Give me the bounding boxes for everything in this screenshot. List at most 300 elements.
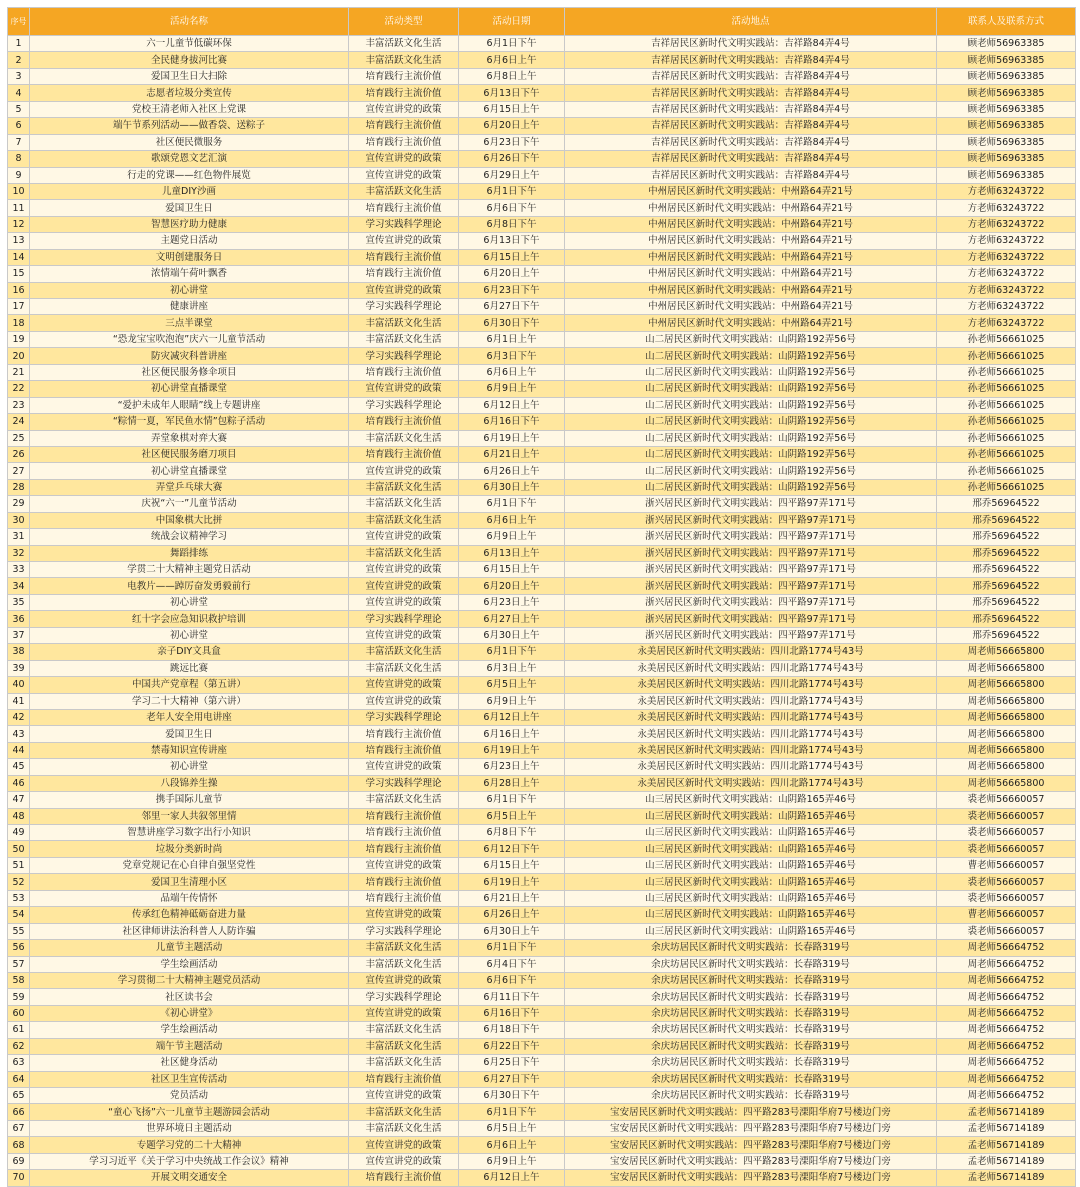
row-activity-name: 八段锦养生操 [30,775,349,791]
row-activity-location: 余庆坊居民区新时代文明实践站：长春路319号 [565,1088,937,1104]
row-contact: 裘老师56660057 [937,808,1076,824]
row-activity-date: 6月8日上午 [459,68,565,84]
row-serial: 11 [8,200,30,216]
row-activity-location: 永美居民区新时代文明实践站：四川北路1774号43号 [565,693,937,709]
row-activity-type: 培育践行主流价值 [349,68,459,84]
row-serial: 55 [8,923,30,939]
row-activity-location: 余庆坊居民区新时代文明实践站：长春路319号 [565,972,937,988]
row-activity-type: 丰富活跃文化生活 [349,331,459,347]
table-row [8,940,1076,956]
row-serial: 64 [8,1071,30,1087]
table-row [8,479,1076,495]
row-activity-date: 6月16日下午 [459,414,565,430]
row-contact: 周老师56664752 [937,940,1076,956]
row-activity-location: 中州居民区新时代文明实践站：中州路64弄21号 [565,299,937,315]
row-activity-name: “爱护未成年人眼睛”线上专题讲座 [30,397,349,413]
row-activity-type: 培育践行主流价值 [349,200,459,216]
row-activity-type: 培育践行主流价值 [349,249,459,265]
row-serial: 23 [8,397,30,413]
row-activity-date: 6月9日上午 [459,1153,565,1169]
row-activity-type: 丰富活跃文化生活 [349,1038,459,1054]
row-activity-date: 6月30日下午 [459,315,565,331]
row-activity-date: 6月15日上午 [459,562,565,578]
row-serial: 59 [8,989,30,1005]
row-activity-date: 6月13日下午 [459,85,565,101]
row-activity-location: 山三居民区新时代文明实践站：山阴路165弄46号 [565,874,937,890]
row-serial: 21 [8,364,30,380]
row-activity-date: 6月21日上午 [459,446,565,462]
row-serial: 46 [8,775,30,791]
row-activity-date: 6月26日上午 [459,463,565,479]
table-row [8,397,1076,413]
row-activity-location: 吉祥居民区新时代文明实践站：吉祥路84弄4号 [565,52,937,68]
row-activity-type: 丰富活跃文化生活 [349,496,459,512]
row-activity-name: 文明创建服务日 [30,249,349,265]
row-serial: 60 [8,1005,30,1021]
table-row [8,36,1076,52]
row-activity-location: 余庆坊居民区新时代文明实践站：长春路319号 [565,1038,937,1054]
table-row [8,1120,1076,1136]
table-row [8,825,1076,841]
row-activity-location: 永美居民区新时代文明实践站：四川北路1774号43号 [565,660,937,676]
row-activity-location: 山三居民区新时代文明实践站：山阴路165弄46号 [565,907,937,923]
row-serial: 22 [8,381,30,397]
row-activity-name: 健康讲座 [30,299,349,315]
row-serial: 5 [8,101,30,117]
row-activity-name: 社区卫生宣传活动 [30,1071,349,1087]
row-activity-type: 培育践行主流价值 [349,446,459,462]
row-activity-name: 庆祝“六一”儿童节活动 [30,496,349,512]
row-contact: 邢乔56964522 [937,578,1076,594]
row-activity-name: 防灾减灾科普讲座 [30,348,349,364]
table-row [8,414,1076,430]
row-serial: 65 [8,1088,30,1104]
table-row [8,430,1076,446]
row-contact: 孙老师56661025 [937,430,1076,446]
row-serial: 66 [8,1104,30,1120]
row-activity-name: 歌颂党恩文艺汇演 [30,151,349,167]
table-row [8,660,1076,676]
row-activity-location: 浙兴居民区新时代文明实践站：四平路97弄171号 [565,545,937,561]
row-activity-date: 6月13日上午 [459,545,565,561]
row-activity-location: 宝安居民区新时代文明实践站：四平路283号溧阳华府7号楼边门旁 [565,1153,937,1169]
row-activity-location: 吉祥居民区新时代文明实践站：吉祥路84弄4号 [565,118,937,134]
row-activity-location: 浙兴居民区新时代文明实践站：四平路97弄171号 [565,627,937,643]
row-activity-name: 社区便民微服务 [30,134,349,150]
row-activity-location: 中州居民区新时代文明实践站：中州路64弄21号 [565,183,937,199]
row-activity-type: 学习实践科学理论 [349,989,459,1005]
row-activity-location: 永美居民区新时代文明实践站：四川北路1774号43号 [565,677,937,693]
row-activity-type: 丰富活跃文化生活 [349,545,459,561]
row-contact: 顾老师56963385 [937,68,1076,84]
row-activity-name: 学习贯彻二十大精神主题党员活动 [30,972,349,988]
row-activity-location: 山三居民区新时代文明实践站：山阴路165弄46号 [565,890,937,906]
row-activity-location: 中州居民区新时代文明实践站：中州路64弄21号 [565,282,937,298]
header-serial: 序号 [8,8,30,36]
row-activity-date: 6月5日上午 [459,677,565,693]
row-contact: 孙老师56661025 [937,397,1076,413]
row-activity-name: 儿童节主题活动 [30,940,349,956]
table-row [8,759,1076,775]
activity-schedule [7,7,1075,1187]
header-activity-location: 活动地点 [565,8,937,36]
row-activity-date: 6月29日上午 [459,167,565,183]
row-activity-date: 6月1日下午 [459,1104,565,1120]
row-contact: 孟老师56714189 [937,1137,1076,1153]
row-activity-location: 中州居民区新时代文明实践站：中州路64弄21号 [565,216,937,232]
row-activity-name: 志愿者垃圾分类宣传 [30,85,349,101]
table-row [8,594,1076,610]
header-contact: 联系人及联系方式 [937,8,1076,36]
row-activity-name: 端午节主题活动 [30,1038,349,1054]
table-row [8,331,1076,347]
row-activity-location: 余庆坊居民区新时代文明实践站：长春路319号 [565,989,937,1005]
row-contact: 曹老师56660057 [937,857,1076,873]
row-activity-date: 6月8日下午 [459,216,565,232]
row-activity-type: 丰富活跃文化生活 [349,940,459,956]
row-serial: 62 [8,1038,30,1054]
row-activity-name: 社区律师讲法治科普人人防诈骗 [30,923,349,939]
row-activity-date: 6月30日上午 [459,627,565,643]
row-activity-date: 6月16日下午 [459,1005,565,1021]
table-row [8,1088,1076,1104]
row-serial: 13 [8,233,30,249]
row-activity-date: 6月23日上午 [459,594,565,610]
table-row [8,841,1076,857]
table-row [8,167,1076,183]
row-activity-location: 中州居民区新时代文明实践站：中州路64弄21号 [565,233,937,249]
row-activity-name: 初心讲堂 [30,759,349,775]
row-activity-date: 6月9日上午 [459,381,565,397]
table-row [8,1055,1076,1071]
row-activity-name: 行走的党课——红色物件展览 [30,167,349,183]
table-row [8,1104,1076,1120]
row-activity-location: 山二居民区新时代文明实践站：山阴路192弄56号 [565,381,937,397]
table-row [8,249,1076,265]
row-activity-type: 丰富活跃文化生活 [349,430,459,446]
table-row [8,183,1076,199]
row-activity-type: 丰富活跃文化生活 [349,1104,459,1120]
row-contact: 方老师63243722 [937,299,1076,315]
row-contact: 孙老师56661025 [937,348,1076,364]
row-contact: 周老师56665800 [937,677,1076,693]
row-activity-location: 山二居民区新时代文明实践站：山阴路192弄56号 [565,397,937,413]
row-activity-name: 邻里一家人共叙邻里情 [30,808,349,824]
row-activity-type: 宣传宣讲党的政策 [349,282,459,298]
row-activity-type: 学习实践科学理论 [349,216,459,232]
row-activity-type: 丰富活跃文化生活 [349,660,459,676]
table-row [8,578,1076,594]
table-row [8,742,1076,758]
row-serial: 33 [8,562,30,578]
row-activity-date: 6月19日上午 [459,742,565,758]
row-serial: 20 [8,348,30,364]
row-activity-name: 党校王清老师入社区上党课 [30,101,349,117]
row-activity-type: 丰富活跃文化生活 [349,512,459,528]
row-serial: 49 [8,825,30,841]
row-contact: 方老师63243722 [937,282,1076,298]
row-activity-date: 6月4日下午 [459,956,565,972]
row-activity-location: 浙兴居民区新时代文明实践站：四平路97弄171号 [565,611,937,627]
row-contact: 孙老师56661025 [937,414,1076,430]
table-row [8,446,1076,462]
table-row [8,1153,1076,1169]
row-activity-type: 学习实践科学理论 [349,397,459,413]
row-activity-location: 吉祥居民区新时代文明实践站：吉祥路84弄4号 [565,101,937,117]
row-activity-date: 6月5日上午 [459,1120,565,1136]
row-activity-date: 6月21日上午 [459,890,565,906]
table-row [8,693,1076,709]
row-activity-date: 6月23日下午 [459,134,565,150]
row-activity-name: 智慧讲座学习数字出行小知识 [30,825,349,841]
row-contact: 顾老师56963385 [937,118,1076,134]
row-activity-type: 宣传宣讲党的政策 [349,693,459,709]
table-row [8,134,1076,150]
row-contact: 邢乔56964522 [937,545,1076,561]
table-row [8,496,1076,512]
row-activity-location: 永美居民区新时代文明实践站：四川北路1774号43号 [565,709,937,725]
row-contact: 周老师56664752 [937,1005,1076,1021]
header-activity-name: 活动名称 [30,8,349,36]
row-activity-name: 主题党日活动 [30,233,349,249]
row-activity-name: 学贯二十大精神主题党日活动 [30,562,349,578]
row-activity-type: 丰富活跃文化生活 [349,315,459,331]
row-activity-name: 开展文明交通安全 [30,1170,349,1186]
row-serial: 10 [8,183,30,199]
row-activity-location: 浙兴居民区新时代文明实践站：四平路97弄171号 [565,512,937,528]
row-activity-location: 永美居民区新时代文明实践站：四川北路1774号43号 [565,759,937,775]
row-contact: 周老师56664752 [937,1022,1076,1038]
row-serial: 38 [8,644,30,660]
row-serial: 12 [8,216,30,232]
row-activity-type: 宣传宣讲党的政策 [349,381,459,397]
row-contact: 方老师63243722 [937,216,1076,232]
row-activity-name: 社区健身活动 [30,1055,349,1071]
row-activity-date: 6月6日上午 [459,364,565,380]
table-row [8,792,1076,808]
row-contact: 邢乔56964522 [937,594,1076,610]
row-activity-location: 宝安居民区新时代文明实践站：四平路283号溧阳华府7号楼边门旁 [565,1120,937,1136]
row-activity-date: 6月27日上午 [459,611,565,627]
header-activity-type: 活动类型 [349,8,459,36]
row-serial: 14 [8,249,30,265]
row-activity-date: 6月6日上午 [459,1137,565,1153]
row-activity-date: 6月12日下午 [459,841,565,857]
row-contact: 周老师56664752 [937,1088,1076,1104]
row-activity-name: 智慧医疗助力健康 [30,216,349,232]
row-serial: 57 [8,956,30,972]
row-contact: 孟老师56714189 [937,1120,1076,1136]
row-activity-type: 宣传宣讲党的政策 [349,857,459,873]
row-activity-type: 学习实践科学理论 [349,348,459,364]
row-serial: 17 [8,299,30,315]
row-contact: 裘老师56660057 [937,874,1076,890]
row-activity-location: 吉祥居民区新时代文明实践站：吉祥路84弄4号 [565,151,937,167]
row-activity-name: 垃圾分类新时尚 [30,841,349,857]
row-activity-name: 爱国卫生日 [30,726,349,742]
row-activity-date: 6月26日下午 [459,151,565,167]
row-activity-name: 党员活动 [30,1088,349,1104]
row-contact: 周老师56664752 [937,1071,1076,1087]
row-activity-type: 丰富活跃文化生活 [349,36,459,52]
row-contact: 方老师63243722 [937,249,1076,265]
row-activity-type: 培育践行主流价值 [349,742,459,758]
row-activity-type: 丰富活跃文化生活 [349,956,459,972]
row-activity-location: 山二居民区新时代文明实践站：山阴路192弄56号 [565,446,937,462]
row-activity-location: 山三居民区新时代文明实践站：山阴路165弄46号 [565,792,937,808]
row-serial: 3 [8,68,30,84]
row-activity-date: 6月30日下午 [459,1088,565,1104]
row-activity-type: 宣传宣讲党的政策 [349,907,459,923]
row-activity-name: “恐龙宝宝吹泡泡”庆六一儿童节活动 [30,331,349,347]
row-activity-type: 宣传宣讲党的政策 [349,101,459,117]
row-activity-type: 宣传宣讲党的政策 [349,529,459,545]
row-serial: 52 [8,874,30,890]
row-contact: 邢乔56964522 [937,496,1076,512]
row-activity-date: 6月18日下午 [459,1022,565,1038]
row-contact: 周老师56665800 [937,742,1076,758]
row-serial: 68 [8,1137,30,1153]
table-row [8,315,1076,331]
row-serial: 15 [8,266,30,282]
row-activity-type: 培育践行主流价值 [349,134,459,150]
row-activity-date: 6月23日上午 [459,759,565,775]
row-activity-name: 爱国卫生清理小区 [30,874,349,890]
row-activity-name: 统战会议精神学习 [30,529,349,545]
row-activity-location: 山二居民区新时代文明实践站：山阴路192弄56号 [565,479,937,495]
row-activity-name: 禁毒知识宣传讲座 [30,742,349,758]
table-row [8,562,1076,578]
row-activity-name: 学生绘画活动 [30,1022,349,1038]
row-activity-location: 余庆坊居民区新时代文明实践站：长春路319号 [565,940,937,956]
row-contact: 周老师56664752 [937,972,1076,988]
row-activity-date: 6月3日上午 [459,660,565,676]
row-serial: 35 [8,594,30,610]
row-contact: 裘老师56660057 [937,890,1076,906]
row-activity-date: 6月20日上午 [459,118,565,134]
activity-table [7,7,1076,1187]
row-serial: 41 [8,693,30,709]
row-activity-date: 6月5日上午 [459,808,565,824]
table-row [8,1022,1076,1038]
row-activity-type: 培育践行主流价值 [349,118,459,134]
row-activity-date: 6月15日上午 [459,857,565,873]
row-contact: 周老师56665800 [937,726,1076,742]
row-activity-type: 培育践行主流价值 [349,364,459,380]
row-activity-type: 学习实践科学理论 [349,923,459,939]
table-row [8,151,1076,167]
row-serial: 29 [8,496,30,512]
row-serial: 54 [8,907,30,923]
table-row [8,726,1076,742]
row-activity-name: 儿童DIY沙画 [30,183,349,199]
row-activity-type: 丰富活跃文化生活 [349,792,459,808]
row-activity-date: 6月15日上午 [459,101,565,117]
row-activity-date: 6月26日上午 [459,907,565,923]
row-serial: 45 [8,759,30,775]
row-serial: 16 [8,282,30,298]
table-body [8,36,1076,1187]
table-row [8,874,1076,890]
row-serial: 31 [8,529,30,545]
row-activity-type: 丰富活跃文化生活 [349,52,459,68]
row-serial: 2 [8,52,30,68]
row-activity-location: 山二居民区新时代文明实践站：山阴路192弄56号 [565,348,937,364]
row-activity-name: 六一儿童节低碳环保 [30,36,349,52]
row-contact: 方老师63243722 [937,183,1076,199]
row-activity-type: 丰富活跃文化生活 [349,479,459,495]
row-activity-type: 培育践行主流价值 [349,841,459,857]
table-row [8,1137,1076,1153]
row-activity-location: 永美居民区新时代文明实践站：四川北路1774号43号 [565,726,937,742]
row-contact: 周老师56665800 [937,693,1076,709]
row-contact: 孟老师56714189 [937,1104,1076,1120]
row-serial: 44 [8,742,30,758]
row-activity-date: 6月6日下午 [459,200,565,216]
table-row [8,266,1076,282]
row-activity-location: 山二居民区新时代文明实践站：山阴路192弄56号 [565,364,937,380]
row-contact: 顾老师56963385 [937,167,1076,183]
row-activity-date: 6月6日上午 [459,512,565,528]
row-activity-name: 中国共产党章程（第五讲） [30,677,349,693]
row-activity-name: “粽情一夏，军民鱼水情”包粽子活动 [30,414,349,430]
row-contact: 周老师56665800 [937,775,1076,791]
row-activity-date: 6月23日下午 [459,282,565,298]
row-activity-name: 老年人安全用电讲座 [30,709,349,725]
table-row [8,348,1076,364]
row-activity-name: 学生绘画活动 [30,956,349,972]
table-row [8,463,1076,479]
row-activity-date: 6月11日下午 [459,989,565,1005]
table-row [8,233,1076,249]
row-activity-location: 吉祥居民区新时代文明实践站：吉祥路84弄4号 [565,68,937,84]
table-row [8,200,1076,216]
row-contact: 周老师56664752 [937,989,1076,1005]
row-activity-type: 培育践行主流价值 [349,414,459,430]
row-activity-type: 丰富活跃文化生活 [349,1120,459,1136]
table-row [8,808,1076,824]
row-activity-location: 浙兴居民区新时代文明实践站：四平路97弄171号 [565,529,937,545]
row-serial: 8 [8,151,30,167]
row-activity-location: 宝安居民区新时代文明实践站：四平路283号溧阳华府7号楼边门旁 [565,1170,937,1186]
row-activity-type: 培育践行主流价值 [349,825,459,841]
row-serial: 19 [8,331,30,347]
row-activity-location: 山三居民区新时代文明实践站：山阴路165弄46号 [565,825,937,841]
row-serial: 32 [8,545,30,561]
table-row [8,907,1076,923]
row-serial: 40 [8,677,30,693]
row-serial: 70 [8,1170,30,1186]
row-activity-name: 世界环境日主题活动 [30,1120,349,1136]
row-serial: 26 [8,446,30,462]
row-activity-type: 宣传宣讲党的政策 [349,972,459,988]
table-row [8,299,1076,315]
row-activity-type: 宣传宣讲党的政策 [349,167,459,183]
row-activity-name: 初心讲堂 [30,282,349,298]
row-activity-type: 培育践行主流价值 [349,874,459,890]
row-activity-location: 山二居民区新时代文明实践站：山阴路192弄56号 [565,331,937,347]
table-row [8,529,1076,545]
table-row [8,512,1076,528]
row-contact: 孙老师56661025 [937,364,1076,380]
row-activity-date: 6月28日上午 [459,775,565,791]
row-activity-name: 学习二十大精神（第六讲） [30,693,349,709]
table-row [8,118,1076,134]
row-contact: 方老师63243722 [937,200,1076,216]
row-activity-type: 宣传宣讲党的政策 [349,759,459,775]
row-activity-location: 山二居民区新时代文明实践站：山阴路192弄56号 [565,414,937,430]
row-activity-location: 浙兴居民区新时代文明实践站：四平路97弄171号 [565,578,937,594]
